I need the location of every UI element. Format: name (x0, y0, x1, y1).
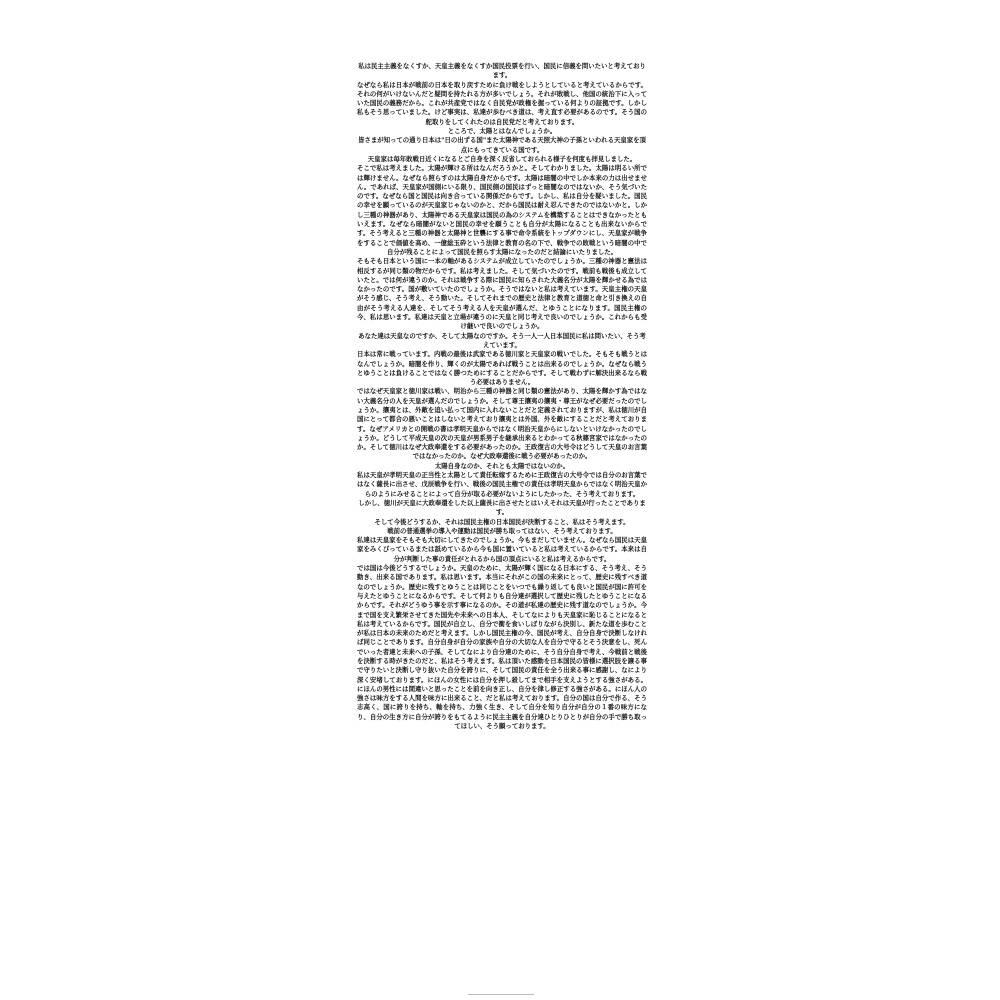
paragraph: 天皇家は毎年敗戦日近くになるとご自身を深く反省しておられる様子を何度も拝見しました。 (367, 154, 637, 163)
paragraph: ところで、太陽とはなんでしょうか。 (447, 127, 557, 136)
paragraph: そもそも日本という国に一本の軸があるシステムが成立していたのでしょうか。三種の神器と憲法は相反するが同じ類の物だからです。私は考えました。そして気づいたのです。戦前も戦後も成立していたと。では何が違うのか。それは戦争する際に国民に知らされた大義名分が太陽を輝かせる為ではなかったのです。国が敷いていたのでしょうか。そうではないと私は考えています。天皇主権の天皇がそう感じ、そう考え、そう動いた。そしてそれまでの歴史と法律と教育と道徳と命と引き換えの自由がそう考える人達を、そしてそう考える人を天皇が選んだ、とゆうことになります。国民主権の今、私は思います。私達は天皇と立場が違うのに天皇と同じ考えで良いのでしょうか。これからも受け継いで良いのでしょうか。 (357, 257, 647, 331)
paragraph: 私は天皇が孝明天皇の正当性と太陽として責任転嫁するために王政復古の大号令では自分のお言葉ではなく薩長に出させ、戊辰戦争を行い、戦後の国民主権での責任は孝明天皇からではなく明治天皇からのようにみせることによって自分が取る必要がないようにしたかった、そう考えております。 (357, 471, 647, 498)
paragraph: 戦前の普通選挙の導入や運動は国民が勝ち取ってはない、そう考えております。 (387, 526, 617, 535)
paragraph: そこで私は考えました。太陽が輝ける所はなんだろうかと。そしてわかりました。太陽は明るい所では輝けません。なぜなら照らすのは太陽自身だからです。太陽は暗闇の中でしか本来の力は出せません。であれば、天皇家が国側にいる限り、国民側の国民はずっと暗闇なのではないか、そう気づいたのです。なぜなら国と国民は向き合っている関係だからです。しかし、私は自分を疑いました。国民の幸せを願っているのが天皇家じゃないのかと、だから国民は耐え忍んできたのではないかと。しかし三種の神器があり、太陽神である天皇家は国民の為のシステムを構築することはできなかったともいえます。なぜなら暗闇がないと国民の幸せを願うことも自分が太陽になることも出来ないからです。そう考えると三種の神器と太陽神と世襲にする事で命令系統をトップダウンにし、天皇家が戦争をすることで価値を高め、一億総玉砕という法律と教育の名の下で、戦争での敗戦という暗闇の中で自分が残ることによって国民を照らす太陽になったのだと結論にいたりました。 (357, 164, 647, 256)
document-body (357, 62, 647, 731)
paragraph: ではなぜ天皇家と徳川家は戦い、明治から三種の神器と同じ類の憲法があり、太陽を輝かす為ではない大義名分の人を天皇が選んだのでしょうか。そして尊王攘夷の攘夷・尊王がなぜ必要だったのでしょうか。攘夷とは、外敵を追い払って国内に入れないことだと定義されておりますが、私は徳川が自国にとって都合の悪いことはしないと考えており攘夷とは外国、外を敵にすることだと考えております。なぜアメリカとの開戦の書は孝明天皇からではなく明治天皇からにしないといけなかったのでしょうか。どうして平成天皇の次の天皇が男系男子を継承出来るとわかってる秋篠宮家ではなかったのか。そして徳川はなぜ大政奉還をする必要があったのか。王政復古の大号令はどうして天皇のお言葉ではなかったのか。なぜ大政奉還後に戦う必要があったのか。 (357, 387, 647, 461)
page-bottom-rule (468, 994, 534, 995)
paragraph: そして今後どうするか、それは国民主権の日本国民が決断すること、私はそう考えます。 (374, 517, 630, 526)
paragraph: では国は今後どうするでしょうか。天皇のために、太陽が輝く国になる日本にする、そう考え、そう動き、出来る国であります。私は思います。本当にそれがこの国の未来にとって、歴史に残すべき道なのでしょうか。歴史に残すとゆうことは同じことをいつでも繰り返しても良いと国民が国に許可を与えたとゆうことになるからです。そして何よりも自分達が選択して歴史に残したとゆうことになるからです。それがどうゆう事を示す事になるのか。その道が私達の歴史に残す道なのでしょうか。今まで国を支え繁栄させてきた国先や未来への日本人、そしてなによりも天皇家に恥じることになると私は考えているからです。国民が自立し、自分で衝を食いしばりながら決別し、新たな道を歩むことが私は日本の未来のためだと考えます。しかし国民主権の今、国民が考え、自分自身で決断しなければ同じことであります。自分自身が自分の家族や自分の大切な人を自分で守るとそう決意をし、死んでいった者達と未来への子孫、そしてなにより自分達のために、そう自分自身で考え、今戦前と戦後を決断する時がきたのだと、私はそう考えます。私は頂いた感動を日本国民の皆様に選択肢を譲る事で守りたいと決断し守り抜いた自分を誇りに、そして国民の責任を全う出来る事に感謝し、なにより深く安堵しております。にほんの女性には自分を押し殺してまで相手を支えようとする強さがある。にほんの男性には間違いと思ったことを前を向き正し、自分を律し修正する強さがある。にほん人の強さは味方をする人間を味方に出来ること、だと私は考えております。自分の国は自分で作る、そう志高く、国に誇りを持ち、軸を持ち、力強く生き、そして自分を知り自分が自分の１番の味方になり、自分の生き方に自分が誇りをもてるように民主主義を自分達ひとりひとりが自分の手で勝ち取ってほしい、そう願っております。 (357, 564, 647, 731)
paragraph: 皆さまが知っての通り日本は"日の出ずる国"また太陽神である天照大神の子孫といわれる天皇家を頂点にもってきている国です。 (358, 136, 646, 154)
paragraph: 私は民主主義をなくすか、天皇主義をなくすか国民投票を行い、国民に信義を問いたいと考えております。 (358, 62, 646, 80)
paragraph: 日本は常に戦っています。内戦の最後は武家である徳川家と天皇家の戦いでした。そもそも戦うとはなんでしょうか。暗闇を作り、輝くのが太陽であれば戦うことは出来るのでしょうか。なぜなら戦うとゆうことは負けることではなく勝つためにすることだからです。そして戦わずに解決出来るなら戦う必要はありません。 (357, 350, 647, 387)
paragraph: しかし、徳川が天皇に大政奉還をした以上薩長に出させたとはいえそれは天皇が行ったことであります。 (358, 498, 646, 517)
paragraph: なぜなら私は日本が戦前の日本を取り戻すために負け戦をしようとしていると考えているからです。それの何がいけないんだと疑問を持たれる方が多いでしょう。それが敗戦し、他国の統治下に入っていた国民の義務だから。これが共産党ではなく自民党が政権を握っている何よりの証拠です。しかし私もそう思っていました。けど事実は、私達が歩むべき道は、考え直す必要があるのです。そう国の舵取りをしてくれたのは自民党だと考えております。 (357, 80, 647, 126)
paragraph: あなた達は天皇なのですか、そして太陽なのですか。そう一人一人日本国民に私は問いたい、そう考えています。 (358, 331, 646, 349)
paragraph: 太陽自身なのか、それとも太陽ではないのか。 (434, 461, 570, 470)
paragraph: 私達は天皇家をそもそも大切にしてきたのでしょうか。今もまだしていません。なぜなら国民は天皇家をみくびっているまたは舐めているから今も国に置いていると私は考えているからです。本来は自分が判断した事の責任がとれるから国の頂点にいると私は考えるからです。 (357, 536, 647, 563)
